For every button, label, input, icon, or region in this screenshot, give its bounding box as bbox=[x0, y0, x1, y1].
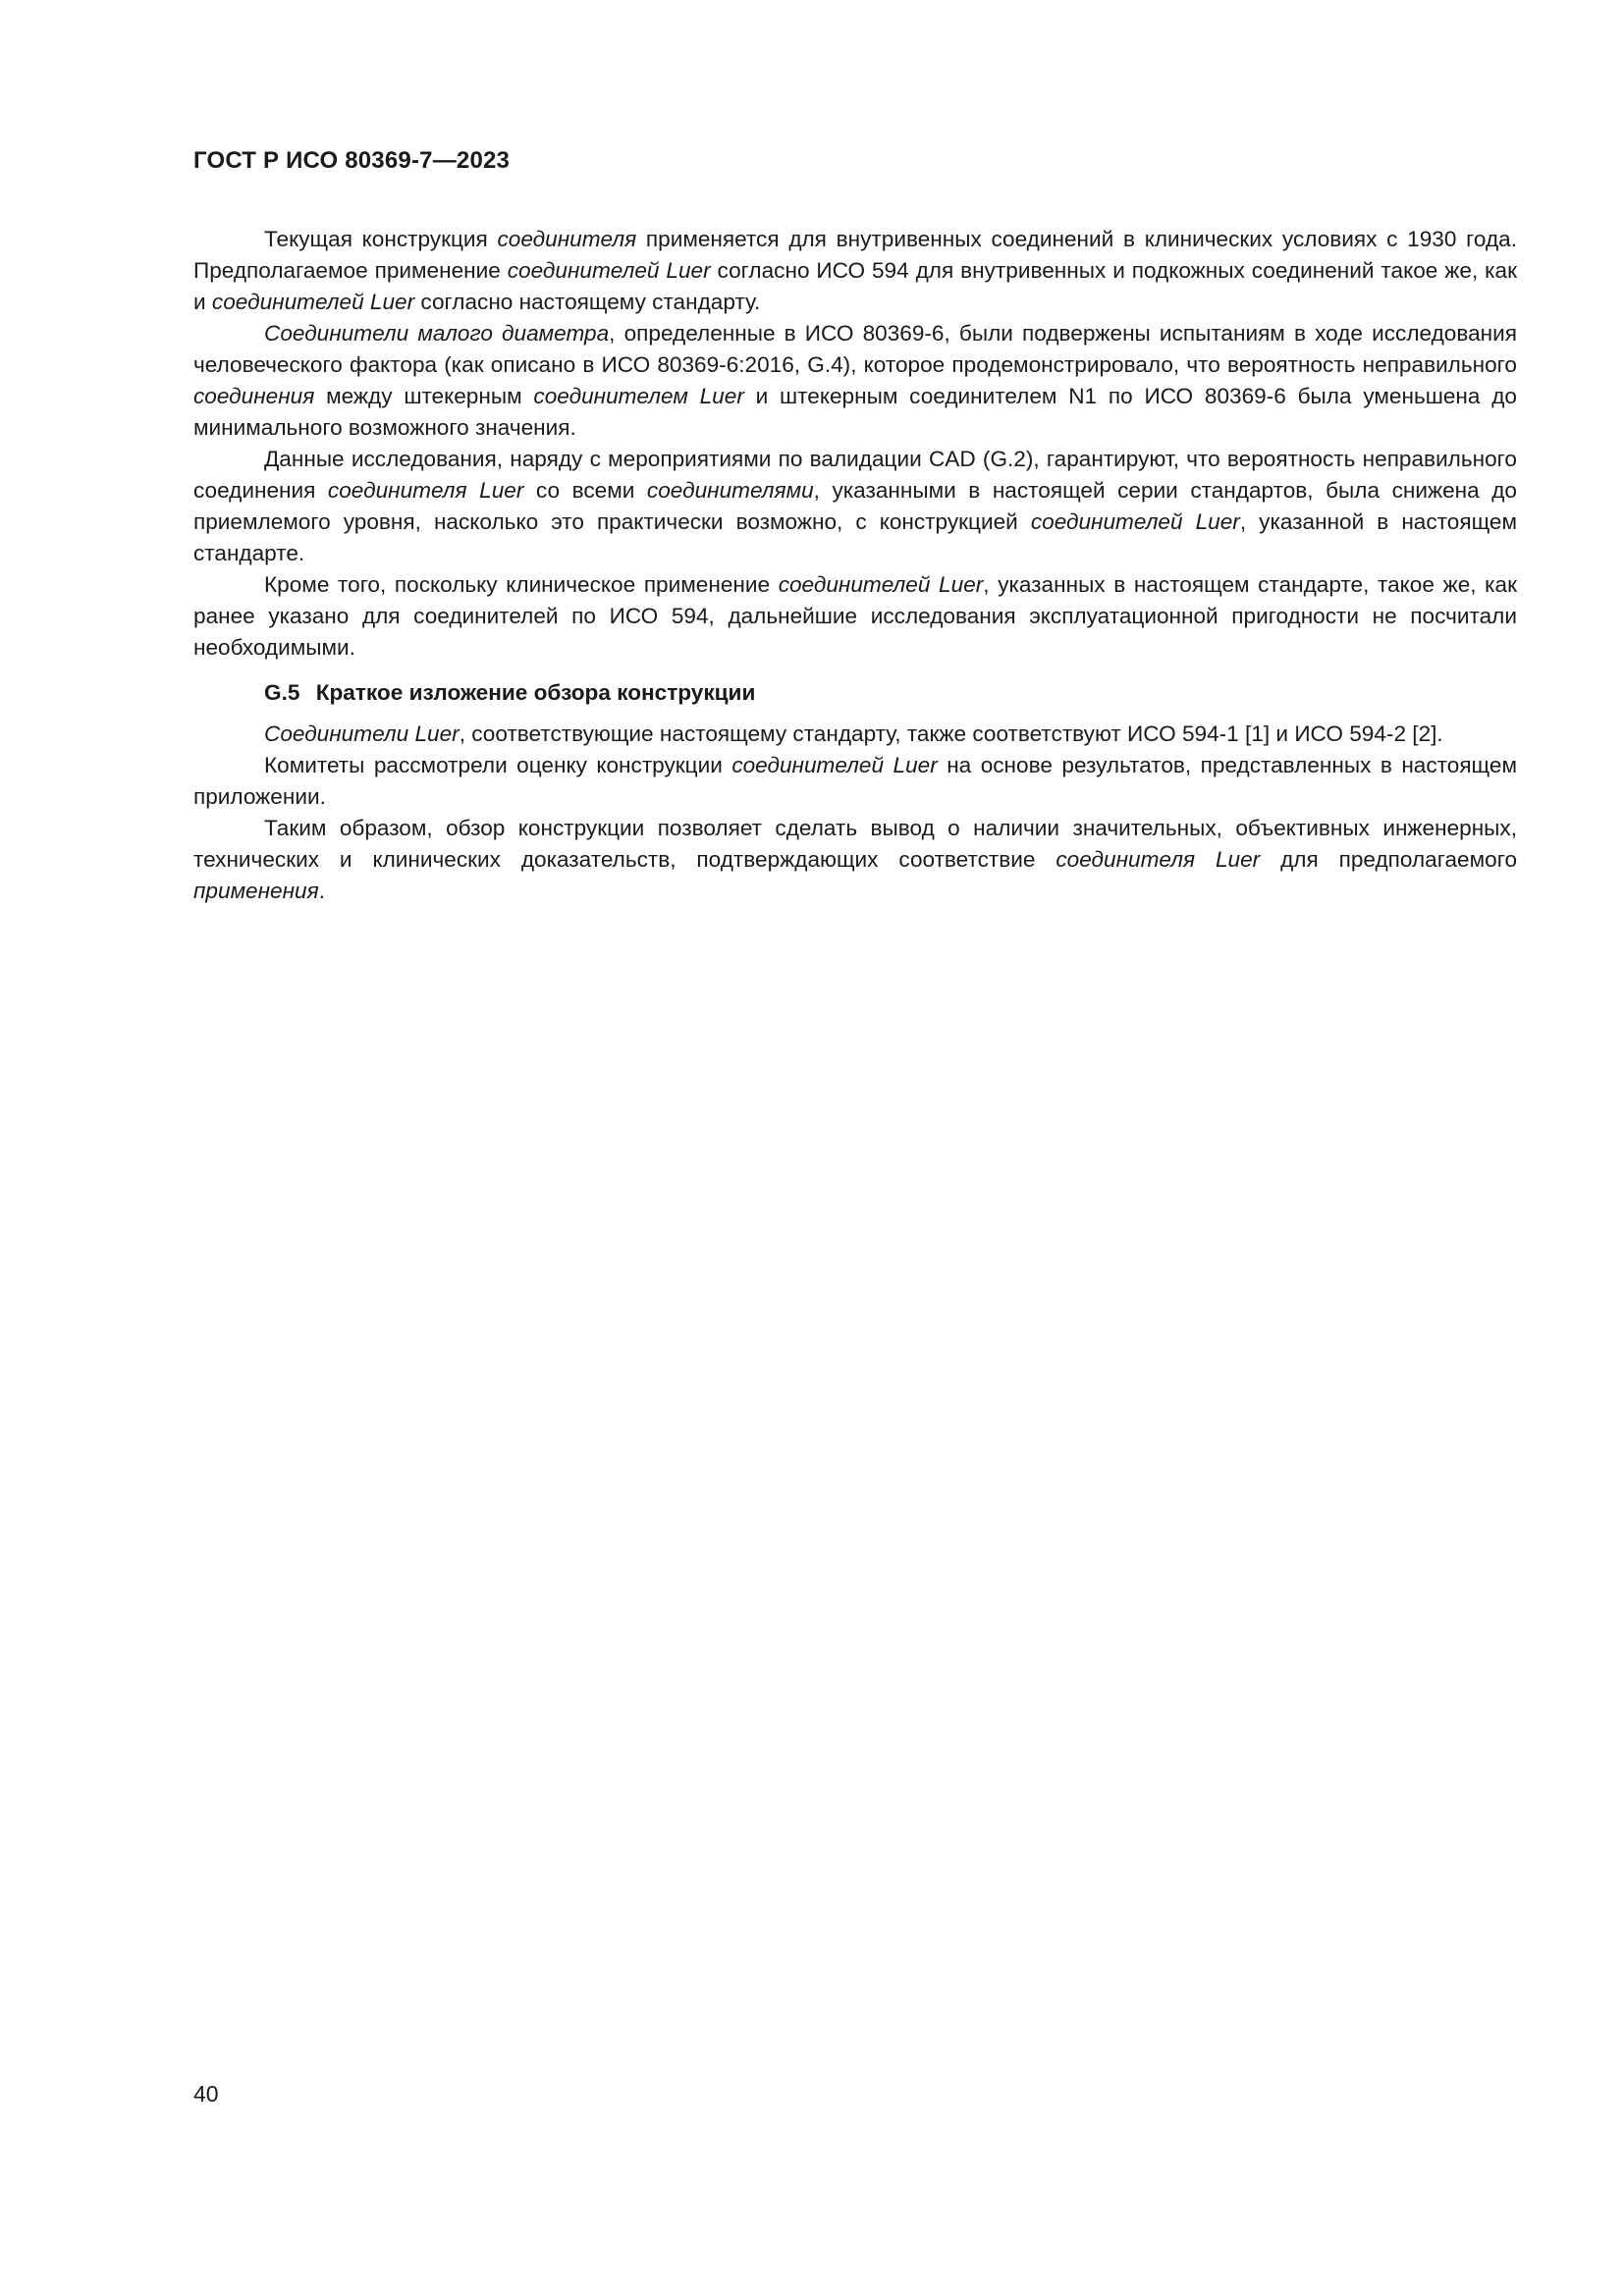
text-run: , указанными в настоящей серии стандартов, была снижена до приемлемого уровня, насколько это практически возможно, с конструкцией bbox=[193, 478, 1517, 534]
italic-term: Соединители малого диаметра bbox=[264, 321, 610, 346]
intro-paragraphs bbox=[193, 224, 1517, 664]
text-run: , указанной в настоящем стандарте. bbox=[193, 509, 1517, 565]
text-run: на основе результатов, представленных в настоящем приложении. bbox=[193, 753, 1517, 809]
text-run: Кроме того, поскольку клиническое применение bbox=[264, 572, 779, 597]
paragraph bbox=[193, 750, 1517, 813]
paragraph bbox=[193, 813, 1517, 907]
section-title: Краткое изложение обзора конструкции bbox=[315, 680, 756, 705]
text-run: между штекерным bbox=[314, 384, 534, 408]
text-run: применяется для внутривенных соединений в клинических условиях с 1930 года. Предполагаемое применение bbox=[193, 227, 1517, 283]
page-number: 40 bbox=[193, 2081, 219, 2107]
text-run: Комитеты рассмотрели оценку конструкции bbox=[264, 753, 732, 777]
section-paragraphs bbox=[193, 719, 1517, 907]
paragraph bbox=[193, 719, 1517, 750]
italic-term: соединителем Luer bbox=[533, 384, 744, 408]
italic-term: соединителей Luer bbox=[731, 753, 938, 777]
paragraph bbox=[193, 318, 1517, 444]
text-run: Таким образом, обзор конструкции позволяет сделать вывод о наличии значительных, объективных инженерных, технических и клинических доказательств, подтверждающих соответствие bbox=[193, 816, 1517, 872]
italic-term: применения bbox=[193, 879, 319, 903]
text-run: согласно настоящему стандарту. bbox=[414, 290, 761, 314]
italic-term: Соединители Luer bbox=[264, 721, 460, 746]
italic-term: соединителя bbox=[497, 227, 637, 251]
text-run: и штекерным соединителем N1 по ИСО 80369-6 была уменьшена до минимального возможного значения. bbox=[193, 384, 1518, 440]
paragraph bbox=[193, 444, 1517, 569]
text-run: согласно ИСО 594 для внутривенных и подкожных соединений такое же, как и bbox=[193, 258, 1517, 314]
text-run: со всеми bbox=[523, 478, 647, 503]
text-run: , определенные в ИСО 80369-6, были подвержены испытаниям в ходе исследования человеческого фактора (как описано в ИСО 80369-6:2016, G.4), которое продемонстрировало, что вероятность неправильного bbox=[193, 321, 1517, 377]
text-run: , указанных в настоящем стандарте, такое же, как ранее указано для соединителей по ИСО 594, дальнейшие исследования эксплуатационной пригодности не посчитали необходимыми. bbox=[193, 572, 1517, 660]
text-run: . bbox=[318, 879, 325, 903]
italic-term: соединения bbox=[193, 384, 315, 408]
italic-term: соединителями bbox=[646, 478, 814, 503]
section-heading bbox=[193, 677, 1517, 709]
italic-term: соединителей Luer bbox=[1030, 509, 1240, 534]
italic-term: соединителя Luer bbox=[1056, 847, 1261, 872]
italic-term: соединителей Luer bbox=[778, 572, 984, 597]
document-body bbox=[193, 224, 1517, 907]
paragraph bbox=[193, 569, 1517, 664]
text-run: , соответствующие настоящему стандарту, также соответствуют ИСО 594-1 [1] и ИСО 594-2 [2]. bbox=[459, 721, 1443, 746]
section-number: G.5 bbox=[264, 680, 300, 705]
text-run: Текущая конструкция bbox=[264, 227, 498, 251]
italic-term: соединителей Luer bbox=[211, 290, 415, 314]
italic-term: соединителей Luer bbox=[507, 258, 711, 283]
paragraph bbox=[193, 224, 1517, 318]
page-header-title: ГОСТ Р ИСО 80369-7—2023 bbox=[193, 147, 511, 174]
text-run: Данные исследования, наряду с мероприятиями по валидации CAD (G.2), гарантируют, что вероятность неправильного соединения bbox=[193, 447, 1517, 503]
text-run: для предполагаемого bbox=[1260, 847, 1518, 872]
italic-term: соединителя Luer bbox=[327, 478, 524, 503]
